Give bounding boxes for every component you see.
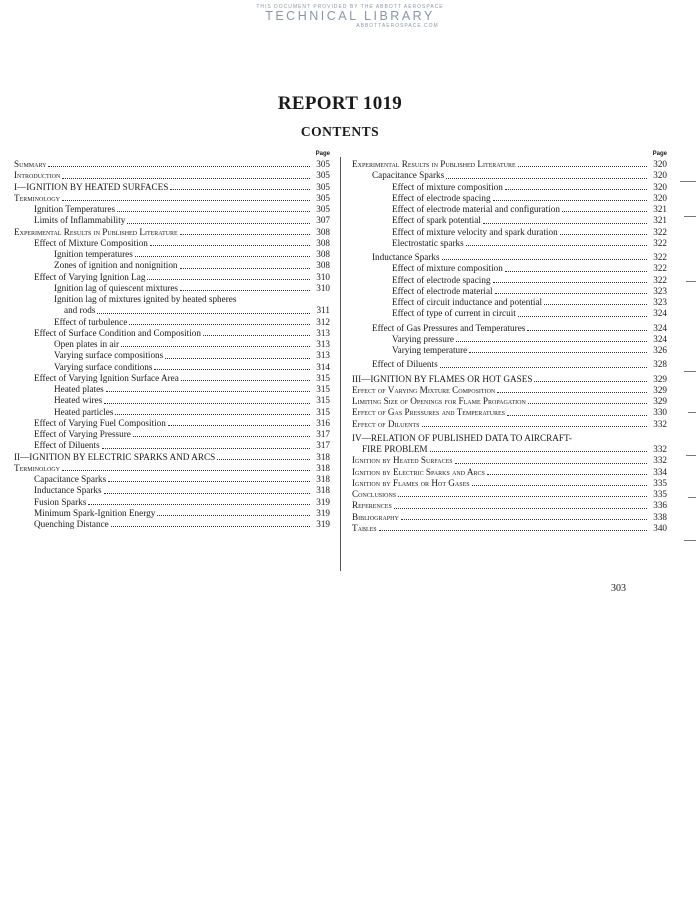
- dot-leader: [398, 496, 647, 497]
- toc-entry-title: Effect of Gas Pressures and Temperatures: [372, 322, 526, 333]
- toc-entry-title: Heated wires: [54, 395, 103, 406]
- toc-entry: [14, 249, 330, 260]
- toc-entry-title: Effect of Gas Pressures and Temperatures: [352, 407, 505, 418]
- toc-entry-page: 329: [653, 384, 667, 395]
- toc-entry: [14, 362, 330, 373]
- toc-entry: [14, 384, 330, 395]
- toc-entry-page: 324: [653, 322, 667, 333]
- dot-leader: [560, 234, 647, 235]
- toc-entry-page: 317: [316, 429, 330, 439]
- dot-leader: [111, 526, 310, 527]
- toc-entry-page: 308: [316, 226, 330, 237]
- toc-entry: [352, 227, 667, 238]
- toc-entry: [352, 193, 667, 204]
- dot-leader: [106, 391, 310, 392]
- dot-leader: [133, 436, 310, 437]
- toc-entry: [14, 463, 330, 474]
- toc-entry-page: 320: [653, 192, 667, 203]
- scan-edge-mark: [686, 455, 696, 456]
- dot-leader: [181, 380, 310, 381]
- toc-entry: [14, 508, 330, 519]
- toc-entry: [352, 345, 667, 356]
- page-column-label: Page: [315, 151, 330, 157]
- dot-leader: [180, 268, 310, 269]
- toc-right-column: [352, 150, 667, 534]
- toc-entry-title: Effect of Diluents: [34, 440, 100, 451]
- toc-entry-title: Zones of ignition and nonignition: [54, 260, 178, 271]
- dot-leader: [127, 223, 310, 224]
- toc-entry: [14, 317, 330, 328]
- toc-entry-title: Effect of turbulence: [54, 316, 128, 327]
- toc-entry-page: 313: [316, 339, 330, 349]
- scan-edge-mark: [684, 540, 696, 541]
- toc-entry-page: 308: [316, 237, 330, 248]
- toc-entry-page: 336: [653, 500, 667, 511]
- toc-entry: [352, 286, 667, 297]
- toc-entry-title: Inductance Sparks: [34, 485, 102, 496]
- toc-entry-title: Effect of Varying Ignition Lag: [34, 271, 146, 282]
- toc-entry: [14, 170, 330, 181]
- toc-entry-page: 326: [653, 345, 667, 355]
- toc-entry-title: Ignition Temperatures: [34, 204, 116, 214]
- toc-entry-title-line: and rods: [64, 305, 96, 316]
- toc-entry-title: Effect of electrode spacing: [392, 274, 491, 285]
- toc-entry-title: Heated particles: [54, 406, 114, 417]
- toc-entry-page: 320: [653, 170, 667, 181]
- toc-entry-title: Ignition lag of quiescent mixtures: [54, 282, 179, 293]
- dot-leader: [518, 166, 647, 167]
- toc-entry-page: 316: [316, 417, 330, 428]
- toc-entry-title: Capacitance Sparks: [372, 170, 445, 181]
- toc-entry-page: 323: [653, 285, 667, 296]
- toc-entry: [14, 193, 330, 204]
- toc-entry: [14, 204, 330, 215]
- toc-entry-page: 307: [316, 215, 330, 226]
- toc-entry-page: 335: [653, 489, 667, 499]
- dot-leader: [472, 485, 647, 486]
- dot-leader: [217, 459, 310, 460]
- toc-entry-title: I—IGNITION BY HEATED SURFACES: [14, 181, 169, 192]
- dot-leader: [430, 444, 647, 452]
- dot-leader: [129, 324, 310, 325]
- toc-entry-page: 332: [653, 444, 667, 454]
- toc-entry-title: Tables: [352, 522, 377, 533]
- toc-entry-title: Effect of mixture composition: [392, 181, 503, 192]
- dot-leader: [505, 189, 647, 190]
- dot-leader: [505, 271, 647, 272]
- toc-entry-page: 324: [653, 308, 667, 319]
- toc-entry-title: Terminology: [14, 462, 60, 473]
- dot-leader: [104, 403, 310, 404]
- toc-entry-page: 318: [316, 474, 330, 484]
- toc-entry: [352, 252, 667, 263]
- dot-leader: [102, 448, 310, 449]
- toc-entry-title: Effect of electrode material and configuration: [392, 204, 560, 214]
- toc-entry: [352, 374, 667, 385]
- watermark-top: THIS DOCUMENT PROVIDED BY THE ABBOTT AEROSPACE: [256, 4, 444, 10]
- toc-entry-page: 323: [653, 297, 667, 307]
- toc-entry-title: Effect of Surface Condition and Composition: [34, 327, 201, 338]
- toc-entry-title: Effect of Varying Mixture Composition: [352, 384, 496, 395]
- dot-leader: [115, 414, 310, 415]
- dot-leader: [442, 259, 647, 260]
- toc-entry-title: Effect of circuit inductance and potential: [392, 297, 543, 307]
- contents-heading: CONTENTS: [300, 124, 380, 139]
- watermark: [0, 4, 700, 29]
- toc-entry: [14, 373, 330, 384]
- dot-leader: [469, 352, 647, 353]
- toc-entry-title: Effect of Varying Pressure: [34, 429, 131, 439]
- dot-leader: [518, 316, 647, 317]
- toc-entry: [14, 159, 330, 170]
- toc-entry-title: Ignition by Heated Surfaces: [352, 455, 453, 466]
- toc-entry-title: References: [352, 500, 392, 511]
- toc-entry-page: 332: [653, 455, 667, 466]
- toc-entry-page: 308: [316, 249, 330, 259]
- dot-leader: [170, 189, 310, 190]
- toc-entry-title: III—IGNITION BY FLAMES OR HOT GASES: [352, 373, 533, 384]
- toc-entry: [14, 339, 330, 350]
- toc-entry: [352, 489, 667, 500]
- toc-entry: [352, 419, 667, 430]
- dot-leader: [165, 358, 310, 359]
- toc-entry-page: 315: [316, 384, 330, 394]
- dot-leader: [62, 470, 310, 471]
- toc-entry: [352, 523, 667, 534]
- toc-entry-title: Effect of Varying Fuel Composition: [34, 417, 166, 428]
- toc-entry: [352, 407, 667, 418]
- dot-leader: [180, 234, 310, 235]
- toc-entry-page: 315: [316, 395, 330, 406]
- toc-entry: [14, 440, 330, 451]
- dot-leader: [97, 305, 310, 313]
- toc-entry: [352, 512, 667, 523]
- dot-leader: [483, 223, 647, 224]
- watermark-main: TECHNICAL LIBRARY: [265, 9, 435, 23]
- toc-entry: [352, 263, 667, 274]
- dot-leader: [379, 530, 647, 531]
- toc-entry-title: Ignition by Electric Sparks and Arcs: [352, 466, 485, 477]
- toc-entry: [352, 467, 667, 478]
- toc-entry-title: Effect of Varying Ignition Surface Area: [34, 372, 179, 383]
- toc-entry: [14, 497, 330, 508]
- toc-entry-title: Effect of mixture composition: [392, 263, 503, 274]
- toc-list-right: [352, 159, 667, 534]
- dot-leader: [528, 403, 647, 404]
- toc-entry-page: 322: [653, 263, 667, 274]
- dot-leader: [495, 293, 647, 294]
- toc-entry: [352, 385, 667, 396]
- toc-entry-title: Terminology: [14, 192, 60, 203]
- toc-entry: [14, 452, 330, 463]
- dot-leader: [562, 211, 647, 212]
- toc-entry: [14, 350, 330, 361]
- toc-entry-page: 321: [653, 204, 667, 214]
- dot-leader: [507, 415, 647, 416]
- toc-entry-page: 322: [653, 274, 667, 285]
- toc-entry-title: [54, 294, 312, 317]
- toc-entry: [14, 429, 330, 440]
- toc-entry: [14, 519, 330, 530]
- toc-entry-page: 330: [653, 407, 667, 418]
- column-divider: [340, 157, 341, 571]
- toc-entry-page: 315: [316, 372, 330, 383]
- toc-entry-page: 305: [316, 170, 330, 181]
- toc-entry: [352, 159, 667, 170]
- toc-entry-title: Experimental Results in Published Literature: [352, 159, 516, 169]
- dot-leader: [62, 178, 310, 179]
- toc-entry: [14, 227, 330, 238]
- toc-entry-page: 311: [316, 305, 330, 316]
- toc-entry-title: Bibliography: [352, 511, 399, 522]
- toc-entry: [352, 455, 667, 466]
- toc-entry-title-continuation: [352, 444, 649, 455]
- toc-left-column: [14, 150, 330, 530]
- dot-leader: [117, 211, 310, 212]
- toc-entry-title: Conclusions: [352, 489, 397, 499]
- toc-entry-page: 312: [316, 316, 330, 327]
- dot-leader: [544, 304, 647, 305]
- toc-entry-title-continuation: [54, 305, 312, 316]
- dot-leader: [154, 369, 310, 370]
- report-title: REPORT 1019: [277, 93, 403, 114]
- toc-entry-title: Effect of spark potential: [392, 215, 481, 226]
- toc-entry-title-line: IV—RELATION OF PUBLISHED DATA TO AIRCRAFT-: [352, 432, 572, 443]
- toc-entry-page: 328: [653, 359, 667, 370]
- dot-leader: [150, 245, 310, 246]
- toc-entry-title: Heated plates: [54, 384, 104, 394]
- toc-entry: [352, 238, 667, 249]
- toc-entry-page: 340: [653, 522, 667, 533]
- toc-entry: [352, 478, 667, 489]
- toc-entry-page: 310: [316, 282, 330, 293]
- toc-entry-title: Varying temperature: [392, 345, 468, 355]
- page-number: 303: [611, 583, 626, 594]
- toc-entry: [352, 308, 667, 319]
- dot-leader: [168, 425, 310, 426]
- toc-entry-title: Open plates in air: [54, 339, 120, 349]
- toc-list-left: [14, 159, 330, 530]
- toc-entry: [14, 328, 330, 339]
- toc-entry-page: 318: [316, 451, 330, 462]
- dot-leader: [440, 367, 647, 368]
- toc-entry: [14, 474, 330, 485]
- toc-entry-title: Capacitance Sparks: [34, 474, 107, 484]
- toc-entry: [14, 407, 330, 418]
- toc-entry-page: 308: [316, 260, 330, 271]
- toc-entry-page: 313: [316, 350, 330, 361]
- toc-entry-title: Quenching Distance: [34, 519, 109, 529]
- toc-entry: [352, 170, 667, 181]
- toc-entry-page: 320: [653, 159, 667, 169]
- toc-entry-title: Varying surface compositions: [54, 350, 164, 361]
- toc-entry-page: 324: [653, 333, 667, 344]
- toc-entry-title: Effect of Mixture Composition: [34, 237, 148, 248]
- toc-entry-page: 314: [316, 361, 330, 372]
- toc-entry-title: Effect of mixture velocity and spark duration: [392, 226, 558, 237]
- toc-entry-page: 321: [653, 215, 667, 226]
- toc-entry-title: Summary: [14, 159, 47, 169]
- toc-entry-page: 335: [653, 477, 667, 488]
- toc-entry: [352, 433, 667, 456]
- toc-entry-page: 322: [653, 226, 667, 237]
- toc-entry: [352, 500, 667, 511]
- scan-edge-mark: [684, 371, 696, 372]
- toc-entry: [352, 323, 667, 334]
- toc-entry: [352, 396, 667, 407]
- dot-leader: [527, 330, 647, 331]
- scan-edge-mark: [684, 216, 696, 217]
- scan-edge-mark: [686, 281, 696, 282]
- toc-entry-title: Varying surface conditions: [54, 361, 153, 372]
- dot-leader: [180, 290, 310, 291]
- toc-entry: [14, 215, 330, 226]
- toc-entry-title: Effect of electrode spacing: [392, 192, 491, 203]
- dot-leader: [104, 493, 310, 494]
- toc-entry-title: Inductance Sparks: [372, 252, 440, 262]
- toc-entry: [352, 182, 667, 193]
- toc-entry-title: Introduction: [14, 170, 61, 181]
- dot-leader: [422, 426, 647, 427]
- toc-entry-page: 322: [653, 252, 667, 262]
- toc-entry-title: Effect of electrode material: [392, 285, 493, 296]
- toc-entry-title: Minimum Spark-Ignition Energy: [34, 507, 156, 518]
- toc-entry-page: 329: [653, 396, 667, 406]
- toc-entry-title: [352, 433, 649, 456]
- dot-leader: [497, 392, 647, 393]
- toc-entry-page: 318: [316, 462, 330, 473]
- page-column-label: Page: [652, 151, 667, 157]
- dot-leader: [203, 335, 310, 336]
- toc-entry: [352, 334, 667, 345]
- toc-entry-page: 318: [316, 485, 330, 496]
- toc-entry: [14, 260, 330, 271]
- watermark-bottom: ABBOTTAEROSPACE.COM: [356, 23, 439, 29]
- dot-leader: [455, 463, 647, 464]
- toc-entry-title: Ignition by Flames or Hot Gases: [352, 477, 470, 488]
- toc-entry: [352, 275, 667, 286]
- dot-leader: [401, 519, 647, 520]
- toc-entry-page: 305: [316, 181, 330, 192]
- toc-entry-page: 322: [653, 237, 667, 248]
- toc-entry-title: Effect of Diluents: [352, 418, 420, 429]
- toc-entry-title: Varying pressure: [392, 333, 454, 344]
- toc-entry-page: 320: [653, 181, 667, 192]
- dot-leader: [456, 341, 647, 342]
- toc-entry-title: Fusion Sparks: [34, 496, 87, 507]
- toc-entry-title: Effect of type of current in circuit: [392, 308, 516, 319]
- toc-entry-title: II—IGNITION BY ELECTRIC SPARKS AND ARCS: [14, 451, 216, 462]
- toc-entry-page: 305: [316, 192, 330, 203]
- scan-edge-mark: [680, 181, 696, 182]
- toc-entry: [14, 283, 330, 294]
- toc-entry-title: Limits of Inflammability: [34, 215, 126, 226]
- dot-leader: [135, 256, 310, 257]
- toc-entry-page: 305: [316, 204, 330, 214]
- toc-entry-page: 319: [316, 507, 330, 518]
- toc-entry-title-line: Ignition lag of mixtures ignited by heated spheres: [54, 294, 237, 304]
- toc-entry: [352, 297, 667, 308]
- dot-leader: [147, 279, 310, 280]
- scan-edge-mark: [688, 497, 696, 498]
- dot-leader: [121, 346, 310, 347]
- toc-entry-page: 305: [316, 159, 330, 169]
- toc-entry-title: Effect of Diluents: [372, 359, 438, 370]
- toc-entry-page: 310: [316, 271, 330, 282]
- toc-entry: [14, 395, 330, 406]
- toc-entry: [352, 204, 667, 215]
- toc-entry-title: Electrostatic sparks: [392, 237, 464, 248]
- dot-leader: [493, 282, 647, 283]
- toc-entry-title: Experimental Results in Published Literature: [14, 226, 178, 237]
- dot-leader: [466, 245, 647, 246]
- toc-entry-page: 317: [316, 440, 330, 451]
- dot-leader: [446, 178, 647, 179]
- toc-entry-title: Ignition temperatures: [54, 249, 133, 259]
- toc-entry-page: 313: [316, 327, 330, 338]
- dot-leader: [108, 481, 310, 482]
- scan-edge-mark: [688, 412, 696, 413]
- toc-entry: [352, 359, 667, 370]
- toc-entry-page: 319: [316, 519, 330, 529]
- toc-entry-page: 329: [653, 373, 667, 384]
- dot-leader: [487, 474, 647, 475]
- toc-entry-title: Limiting Size of Openings for Flame Propagation: [352, 396, 526, 406]
- dot-leader: [394, 508, 647, 509]
- dot-leader: [157, 515, 310, 516]
- dot-leader: [48, 166, 310, 167]
- toc-entry-page: 334: [653, 466, 667, 477]
- dot-leader: [62, 200, 310, 201]
- toc-entry-page: 319: [316, 496, 330, 507]
- toc-entry-page: 338: [653, 511, 667, 522]
- toc-entry: [14, 418, 330, 429]
- toc-entry: [14, 182, 330, 193]
- toc-entry: [14, 485, 330, 496]
- toc-entry: [14, 272, 330, 283]
- dot-leader: [493, 200, 647, 201]
- toc-entry: [14, 294, 330, 317]
- toc-entry-page: 315: [316, 406, 330, 417]
- toc-entry-page: 332: [653, 418, 667, 429]
- toc-entry-title-line: FIRE PROBLEM: [362, 444, 428, 454]
- dot-leader: [88, 504, 310, 505]
- dot-leader: [534, 381, 647, 382]
- toc-entry: [14, 238, 330, 249]
- toc-entry: [352, 215, 667, 226]
